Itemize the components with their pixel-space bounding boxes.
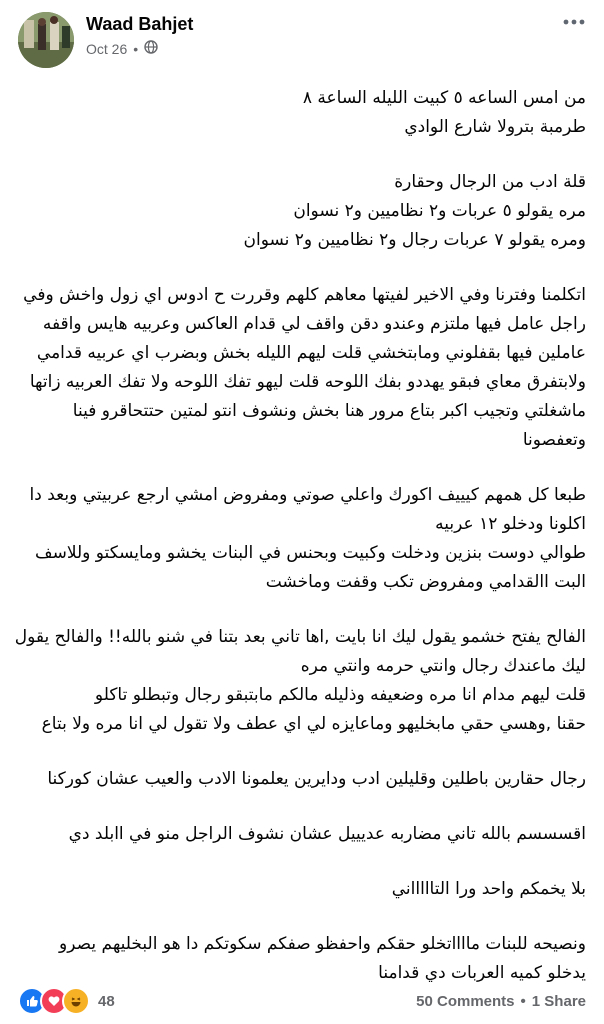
post-paragraph [16,765,586,794]
comments-link[interactable]: 50 Comments [416,992,515,1010]
avatar[interactable] [18,12,74,68]
stats-separator: • [520,992,526,1010]
post-date[interactable]: Oct 26 [86,40,128,57]
post-line: حقنا ,وهسي حقي مابخليهو وماعايزه لي اي عطف ولا تقول لي انا مره ولا بتاع [41,714,586,734]
post-line: بلا يخمكم واحد ورا التاااااني [391,879,586,899]
more-options-icon[interactable] [560,12,588,36]
haha-icon [62,987,90,1015]
post-line: طبعا كل همهم كيييف اكورك واعلي صوتي ومفروض امشي ارجع عربيتي وبعد دا [29,485,586,505]
post-line: طرمبة بترولا شارع الوادي [404,117,586,137]
post-header [18,12,588,72]
post-paragraph [16,481,586,597]
post-line: يدخلو كميه العربات دي قدامنا [378,963,586,983]
post-line: الفالح يفتح خشمو يقول ليك انا بايت ,اها تاني بعد بتنا في شنو بالله!! والفالح يقول [14,627,586,647]
post-line: رجال حقارين باطلين وقليلين ادب ودايرين يعلمونا الادب والعيب عشان كوركنا [47,769,586,789]
post-paragraph [16,623,586,739]
post-line: مره يقولو ٥ عربات و٢ نظاميين و٢ نسوان [293,201,586,221]
reaction-count: 48 [98,992,115,1010]
post-footer [18,986,586,1016]
post-line: وتعفصونا [522,430,586,450]
post-line: ماشغلتي وتجيب اكبر بتاع مرور هنا بخش ونشوف انتو لمتين حتتحاقرو فينا [72,401,586,421]
post-line: ولابتفرق معاي فبقو يهددو بفك اللوحه قلت ليهو تفك اللوحه ولا تفك العربيه زاتها [29,372,586,392]
post-line: اقسسسم بالله تاني مضاربه عديييل عشان نشوف الراجل منو في اابلد دي [68,824,586,844]
post-paragraph [16,930,586,988]
post-meta [86,40,158,57]
post-paragraph [16,820,586,849]
post-paragraph [16,84,586,142]
post-line: طوالي دوست بنزين ودخلت وكبيت وبحنس في البنات يخشو ومايسكتو وللاسف [35,543,586,563]
post-body [16,84,586,1014]
post-line: اكلونا ودخلو ١٢ عربيه [435,514,586,534]
globe-icon [144,40,158,57]
post-line: البت االقدامي ومفروض تكب وقفت وماخشت [265,572,586,592]
shares-link[interactable]: 1 Share [531,992,586,1010]
post-line: ونصيحه للبنات مااااتخلو حقكم واحفظو صفكم سكوتكم دا هو البخليهم يصرو [59,934,586,954]
post-line: اتكلمنا وفترنا وفي الاخير لفيتها معاهم كلهم وقررت ح ادوس اي زول واخش وفي [23,285,586,305]
post-line: ومره يقولو ٧ عربات رجال و٢ نظاميين و٢ نسوان [243,230,586,250]
post-paragraph [16,281,586,455]
author-name[interactable]: Waad Bahjet [86,14,194,34]
post-line: قلت ليهم مدام انا مره وضعيفه وذليله مالكم مابتبقو رجال وتبطلو تاكلو [94,685,586,705]
post-paragraph [16,875,586,904]
post-stats [416,993,586,1010]
post-line: ليك ماعندك رجال وانتي حرمه وانتي مره [300,656,586,676]
meta-separator: • [133,40,139,57]
reactions-summary[interactable] [18,987,115,1015]
post-line: من امس الساعه ٥ كبيت الليله الساعة ٨ [302,88,586,108]
post-line: راجل عامل فيها ملتزم وعندو دقن واقف لي قدام العاكس وعربيه هايس واقفه [42,314,586,334]
post-line: قلة ادب من الرجال وحقارة [394,172,586,192]
post-line: عاملين فيها بقفلوني ومابتخشي قلت ليهم الليله بخش وبضرب اي عربيه قدامي [36,343,586,363]
post-paragraph [16,168,586,255]
